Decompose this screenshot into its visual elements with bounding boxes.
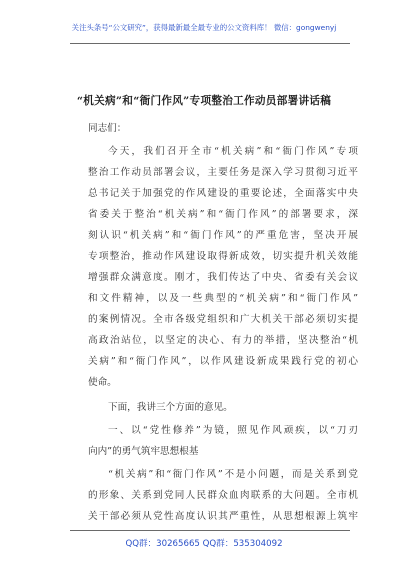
body-line: 的案例情况。全市各级党组织和广大机关干部必须切实提 — [88, 314, 358, 325]
body-line: 刻认识“机关病”和“衙门作风”的严重危害，坚决开展 — [88, 230, 358, 241]
body-line: 的形象、关系到党同人民群众血肉联系的大问题。全市机 — [88, 490, 358, 501]
body-line: 总书记关于加强党的作风建设的重要论述，全面落实中央 — [88, 188, 358, 199]
body-line: 整治工作动员部署会议，主要任务是深入学习贯彻习近平 — [88, 167, 358, 178]
body-line: 今天，我们召开全市“机关病”和“衙门作风”专项 — [108, 146, 358, 157]
header-banner: 关注头条号“公文研究”，获得最新最全最专业的公文资料库！ 微信：gongwenyj — [71, 23, 337, 32]
section-heading: 一、以“党性修养”为镜，照见作风顽疾，以“刀刃 — [108, 425, 358, 436]
header-divider — [70, 43, 350, 44]
body-line: “机关病”和“衙门作风”不是小问题，而是关系到党 — [108, 469, 358, 480]
body-line: 专项整治，推动作风建设取得新成效，切实提升机关效能 — [88, 251, 358, 262]
body-line: 高政治站位，以坚定的决心、有力的举措，坚决整治“机 — [88, 335, 358, 346]
section-intro: 下面，我讲三个方面的意见。 — [108, 402, 233, 413]
body-line: 省委关于整治“机关病”和“衙门作风”的部署要求，深 — [88, 209, 358, 220]
body-line: 关病”和“衙门作风”，以作风建设新成果践行党的初心 — [88, 356, 358, 367]
footer-divider — [70, 530, 350, 531]
body-line: 和文件精神，以及一些典型的“机关病”和“衙门作风” — [88, 293, 358, 304]
salutation: 同志们： — [88, 123, 127, 134]
body-line: 增强群众满意度。刚才，我们传达了中央、省委有关会议 — [88, 272, 358, 283]
body-line: 关干部必须从党性高度认识其严重性，从思想根源上筑牢 — [88, 511, 358, 522]
body-line: 使命。 — [88, 377, 117, 388]
section-heading: 向内”的勇气筑牢思想根基 — [88, 446, 199, 457]
footer-contact: QQ群：30265665 QQ群：535304092 — [125, 539, 283, 549]
document-title: “机关病”和“衙门作风”专项整治工作动员部署讲话稿 — [76, 95, 332, 107]
